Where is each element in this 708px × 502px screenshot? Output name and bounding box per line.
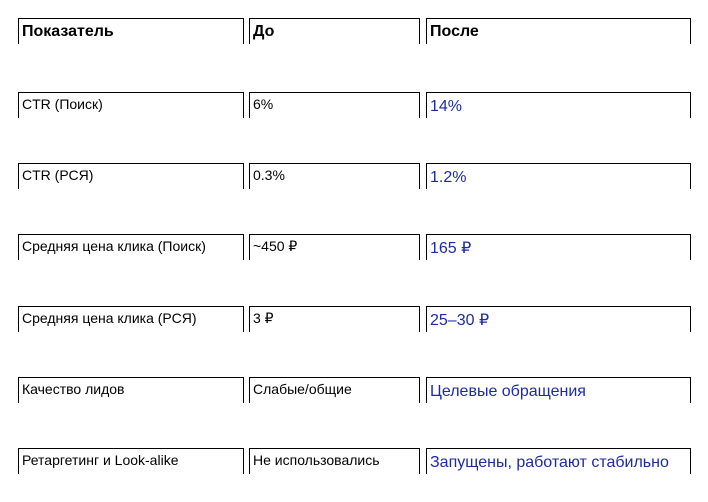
header-before: До xyxy=(249,18,420,44)
after-cell: Целевые обращения xyxy=(426,377,691,403)
after-cell: 14% xyxy=(426,92,691,118)
table-row xyxy=(0,377,708,403)
metric-cell: Средняя цена клика (РСЯ) xyxy=(18,306,244,332)
before-cell: 3 ₽ xyxy=(249,306,420,332)
table-row xyxy=(0,92,708,118)
table-row xyxy=(0,306,708,332)
after-cell: Запущены, работают стабильно xyxy=(426,448,691,474)
before-cell: Не использовались xyxy=(249,448,420,474)
after-cell: 1.2% xyxy=(426,163,691,189)
metric-cell: CTR (РСЯ) xyxy=(18,163,244,189)
table-row xyxy=(0,234,708,260)
metric-cell: Ретаргетинг и Look-alike xyxy=(18,448,244,474)
metric-cell: Средняя цена клика (Поиск) xyxy=(18,234,244,260)
header-after: После xyxy=(426,18,691,44)
before-cell: 6% xyxy=(249,92,420,118)
table-row xyxy=(0,163,708,189)
metric-cell: Качество лидов xyxy=(18,377,244,403)
metric-cell: CTR (Поиск) xyxy=(18,92,244,118)
table-row xyxy=(0,448,708,474)
header-metric: Показатель xyxy=(18,18,244,44)
table-header-row xyxy=(0,18,708,44)
before-cell: Слабые/общие xyxy=(249,377,420,403)
before-cell: 0.3% xyxy=(249,163,420,189)
after-cell: 165 ₽ xyxy=(426,234,691,260)
before-cell: ~450 ₽ xyxy=(249,234,420,260)
after-cell: 25–30 ₽ xyxy=(426,306,691,332)
